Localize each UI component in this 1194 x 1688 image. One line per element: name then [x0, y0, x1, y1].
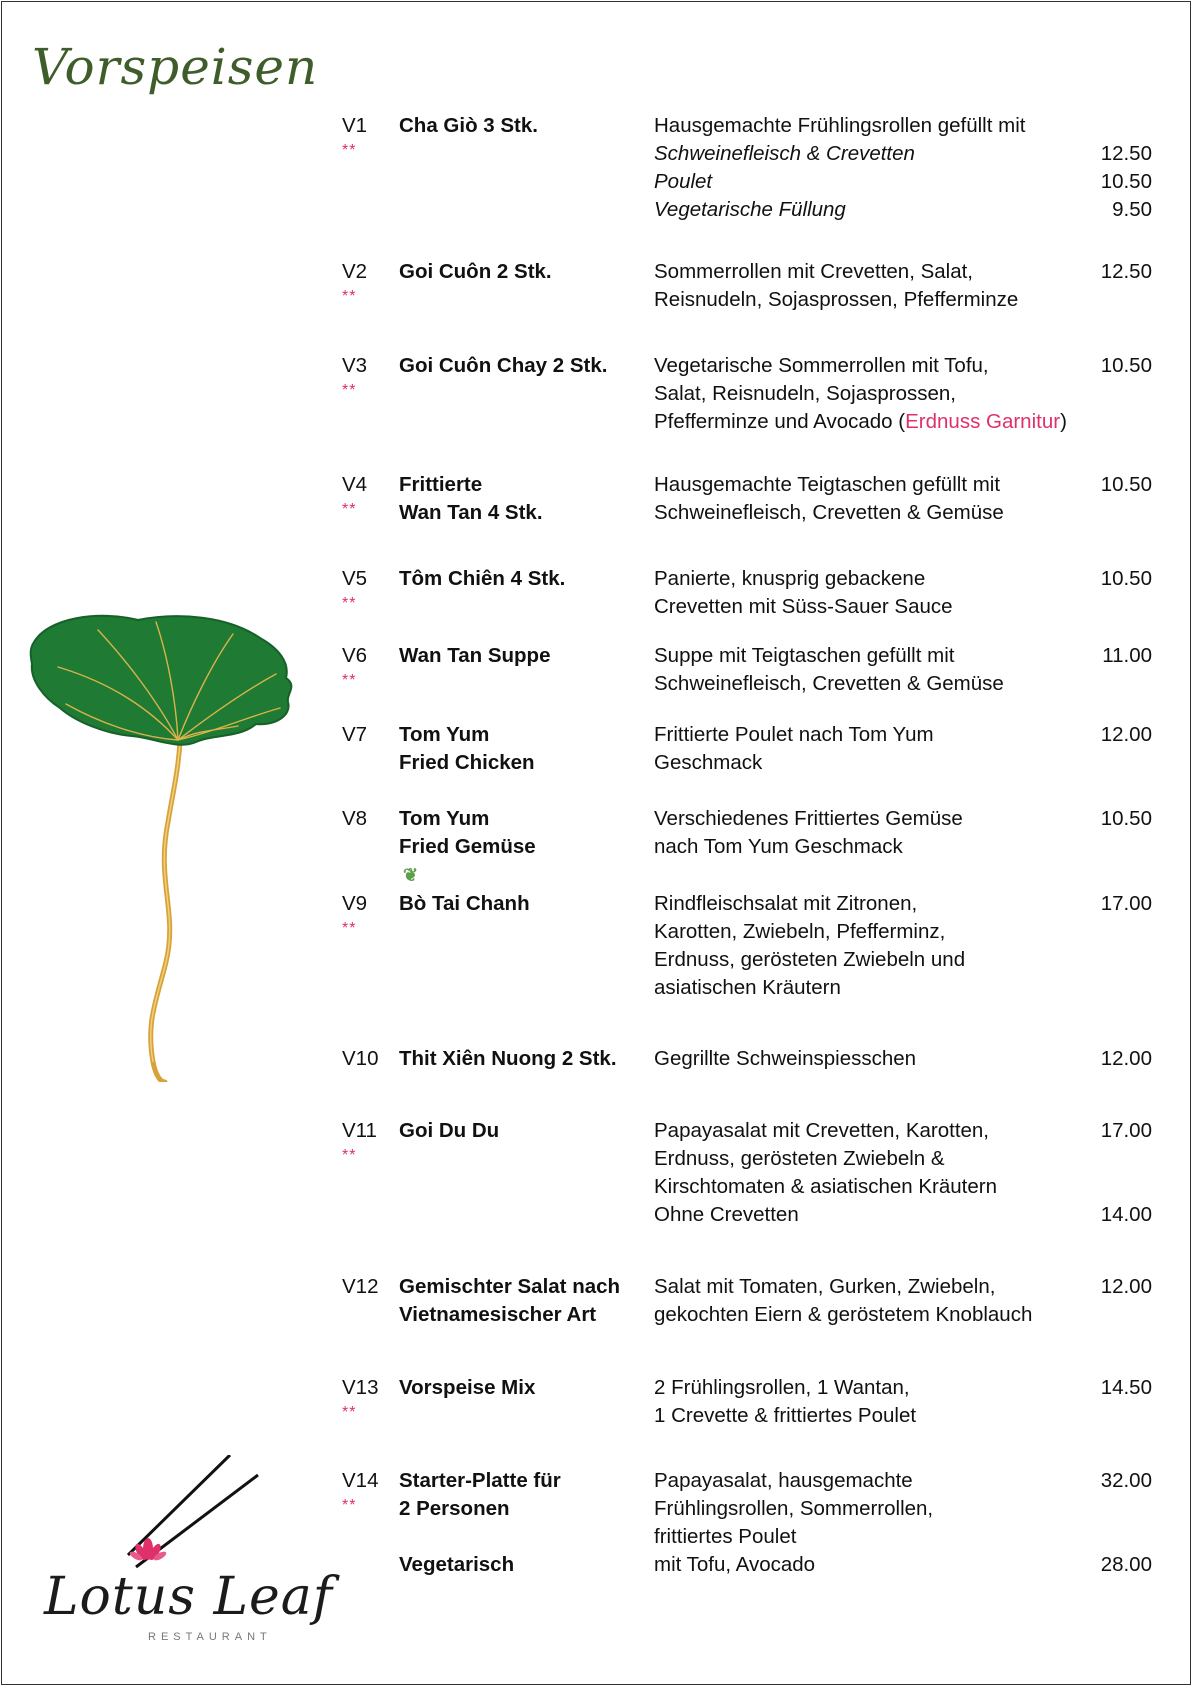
item-price: 12.50 — [1100, 260, 1152, 283]
item-code-block — [342, 642, 397, 692]
item-price: 9.50 — [1112, 198, 1152, 221]
description-line: frittiertes Poulet — [654, 1525, 797, 1548]
description-line: Rindfleischsalat mit Zitronen, 17.00 — [654, 890, 1152, 918]
menu-item-v9 — [342, 890, 1152, 1045]
item-description — [654, 890, 1152, 1002]
menu-item-v3 — [342, 352, 1152, 471]
item-price: 17.00 — [1100, 1119, 1152, 1142]
item-name: Cha Giò 3 Stk. — [399, 114, 538, 137]
description-line: Ohne Crevetten 14.00 — [654, 1201, 1152, 1229]
description-line: Papayasalat mit Crevetten, Karotten, 17.00 — [654, 1117, 1152, 1145]
item-mark: ** — [342, 595, 357, 612]
item-name: Tom Yum Fried Gemüse ❦ — [399, 805, 654, 889]
item-description — [654, 258, 1152, 314]
description-line: Vegetarische Sommerrollen mit Tofu, 10.50 — [654, 352, 1152, 380]
description-line: 1 Crevette & frittiertes Poulet — [654, 1404, 917, 1427]
item-code-block — [342, 1117, 397, 1167]
item-code-block — [342, 1374, 397, 1424]
item-name: Tôm Chiên 4 Stk. — [399, 567, 566, 590]
item-name: Gemischter Salat nach Vietnamesischer Art — [399, 1275, 621, 1326]
item-code: V14 — [342, 1469, 379, 1492]
item-price: 14.00 — [1100, 1203, 1152, 1226]
menu-item-v13 — [342, 1374, 1152, 1467]
description-line: Salat mit Tomaten, Gurken, Zwiebeln, 12.00 — [654, 1273, 1152, 1301]
description-line: nach Tom Yum Geschmack — [654, 835, 903, 858]
item-mark: ** — [342, 672, 357, 689]
item-mark: ** — [342, 1404, 357, 1421]
item-description — [654, 471, 1152, 527]
description-line: Schweinefleisch & Crevetten 12.50 — [654, 140, 1152, 168]
item-code: V7 — [342, 723, 368, 746]
item-code: V2 — [342, 260, 368, 283]
item-price: 12.50 — [1100, 142, 1152, 165]
section-title: Vorspeisen — [32, 38, 319, 96]
logo-wordmark: Lotus Leaf — [44, 1567, 333, 1627]
item-price: 28.00 — [1100, 1553, 1152, 1576]
item-price: 12.00 — [1100, 1047, 1152, 1070]
vegetarian-leaf-icon: ❦ — [403, 865, 419, 885]
description-line: gekochten Eiern & geröstetem Knoblauch — [654, 1303, 1033, 1326]
item-price: 10.50 — [1100, 567, 1152, 590]
menu-item-v7 — [342, 721, 1152, 805]
item-code: V3 — [342, 354, 368, 377]
item-description — [654, 1374, 1152, 1430]
item-price: 11.00 — [1102, 644, 1152, 667]
menu-item-v6 — [342, 642, 1152, 721]
item-code-block — [342, 890, 397, 940]
item-code: V9 — [342, 892, 368, 915]
item-price: 10.50 — [1100, 354, 1152, 377]
description-line: Reisnudeln, Sojasprossen, Pfefferminze — [654, 288, 1019, 311]
item-mark: ** — [342, 501, 357, 518]
item-description — [654, 805, 1152, 861]
item-name: Bò Tai Chanh — [399, 892, 530, 915]
menu-item-v4 — [342, 471, 1152, 565]
description-line: Salat, Reisnudeln, Sojasprossen, — [654, 382, 956, 405]
description-line: asiatischen Kräutern — [654, 976, 841, 999]
menu-item-v11 — [342, 1117, 1152, 1273]
item-name: Starter-Platte für 2 Personen Vegetarisch — [399, 1467, 654, 1579]
description-line: Karotten, Zwiebeln, Pfefferminz, — [654, 920, 946, 943]
chopsticks-lotus-icon — [40, 1455, 320, 1575]
description-line: Panierte, knusprig gebackene 10.50 — [654, 565, 1152, 593]
item-code-block — [342, 112, 397, 162]
item-code-block — [342, 1045, 397, 1073]
description-line: Frittierte Poulet nach Tom Yum 12.00 — [654, 721, 1152, 749]
description-line: Poulet 10.50 — [654, 168, 1152, 196]
item-description — [654, 565, 1152, 621]
item-name: Thit Xiên Nuong 2 Stk. — [399, 1047, 617, 1070]
menu-item-v5 — [342, 565, 1152, 642]
description-line: Kirschtomaten & asiatischen Kräutern — [654, 1175, 997, 1198]
menu-item-v12 — [342, 1273, 1152, 1374]
item-price: 17.00 — [1100, 892, 1152, 915]
peanut-garnish-note: Erdnuss Garnitur — [905, 410, 1061, 433]
item-mark: ** — [342, 142, 357, 159]
item-mark: ** — [342, 920, 357, 937]
item-code-block — [342, 565, 397, 615]
item-price: 10.50 — [1100, 473, 1152, 496]
item-name: Goi Cuôn Chay 2 Stk. — [399, 354, 608, 377]
item-description — [654, 1467, 1152, 1579]
menu-item-v14 — [342, 1467, 1152, 1579]
item-price: 12.00 — [1100, 1275, 1152, 1298]
item-mark: ** — [342, 1147, 357, 1164]
restaurant-logo — [40, 1455, 333, 1650]
item-name: Wan Tan Suppe — [399, 644, 551, 667]
item-code: V8 — [342, 807, 368, 830]
item-mark: ** — [342, 288, 357, 305]
lotus-leaf-illustration — [28, 612, 313, 1082]
item-code: V5 — [342, 567, 368, 590]
description-line: Pfefferminze und Avocado (Erdnuss Garnitur) — [654, 410, 1067, 433]
menu-list — [342, 112, 1152, 1579]
item-code-block — [342, 258, 397, 308]
description-line: 2 Frühlingsrollen, 1 Wantan, 14.50 — [654, 1374, 1152, 1402]
item-code: V4 — [342, 473, 368, 496]
item-price: 12.00 — [1100, 723, 1152, 746]
description-line: Suppe mit Teigtaschen gefüllt mit 11.00 — [654, 642, 1152, 670]
description-line: Erdnuss, gerösteten Zwiebeln & — [654, 1147, 945, 1170]
item-description — [654, 1273, 1152, 1329]
item-description — [654, 1117, 1152, 1229]
item-code: V6 — [342, 644, 368, 667]
item-code: V1 — [342, 114, 368, 137]
item-price: 10.50 — [1100, 807, 1152, 830]
menu-item-v2 — [342, 258, 1152, 352]
description-line: Schweinefleisch, Crevetten & Gemüse — [654, 672, 1004, 695]
description-line: Geschmack — [654, 751, 763, 774]
item-name: Vorspeise Mix — [399, 1376, 536, 1399]
description-line: Schweinefleisch, Crevetten & Gemüse — [654, 501, 1004, 524]
item-code-block — [342, 1273, 397, 1301]
menu-item-v10 — [342, 1045, 1152, 1117]
description-line: Hausgemachte Frühlingsrollen gefüllt mit — [654, 114, 1026, 137]
item-mark: ** — [342, 1497, 357, 1514]
item-code-block — [342, 1467, 397, 1517]
item-price: 14.50 — [1100, 1376, 1152, 1399]
item-code: V11 — [342, 1119, 377, 1142]
item-description — [654, 642, 1152, 698]
description-line: mit Tofu, Avocado 28.00 — [654, 1551, 1152, 1579]
item-description — [654, 112, 1152, 224]
description-line: Gegrillte Schweinspiesschen 12.00 — [654, 1045, 1152, 1073]
item-description — [654, 721, 1152, 777]
item-name: Frittierte Wan Tan 4 Stk. — [399, 473, 543, 524]
logo-subtitle: RESTAURANT — [148, 1631, 272, 1643]
item-code: V12 — [342, 1275, 379, 1298]
description-line: Papayasalat, hausgemachte 32.00 — [654, 1467, 1152, 1495]
item-price: 32.00 — [1100, 1469, 1152, 1492]
item-description — [654, 352, 1152, 436]
menu-item-v1 — [342, 112, 1152, 258]
item-code-block — [342, 805, 397, 833]
item-code-block — [342, 352, 397, 402]
item-name: Goi Cuôn 2 Stk. — [399, 260, 552, 283]
description-line: Sommerrollen mit Crevetten, Salat, 12.50 — [654, 258, 1152, 286]
item-name: Goi Du Du — [399, 1119, 500, 1142]
menu-item-v8 — [342, 805, 1152, 890]
item-price: 10.50 — [1100, 170, 1152, 193]
description-line: Crevetten mit Süss-Sauer Sauce — [654, 595, 953, 618]
item-mark: ** — [342, 382, 357, 399]
item-code-block — [342, 721, 397, 749]
item-code: V13 — [342, 1376, 379, 1399]
description-line: Verschiedenes Frittiertes Gemüse 10.50 — [654, 805, 1152, 833]
description-line: Frühlingsrollen, Sommerrollen, — [654, 1497, 934, 1520]
item-name: Tom Yum Fried Chicken — [399, 723, 535, 774]
description-line: Hausgemachte Teigtaschen gefüllt mit 10.50 — [654, 471, 1152, 499]
description-line: Vegetarische Füllung 9.50 — [654, 196, 1152, 224]
item-description — [654, 1045, 1152, 1073]
item-code-block — [342, 471, 397, 521]
description-line: Erdnuss, gerösteten Zwiebeln und — [654, 948, 966, 971]
vegetarian-variant-label: Vegetarisch — [399, 1553, 515, 1576]
item-code: V10 — [342, 1047, 379, 1070]
